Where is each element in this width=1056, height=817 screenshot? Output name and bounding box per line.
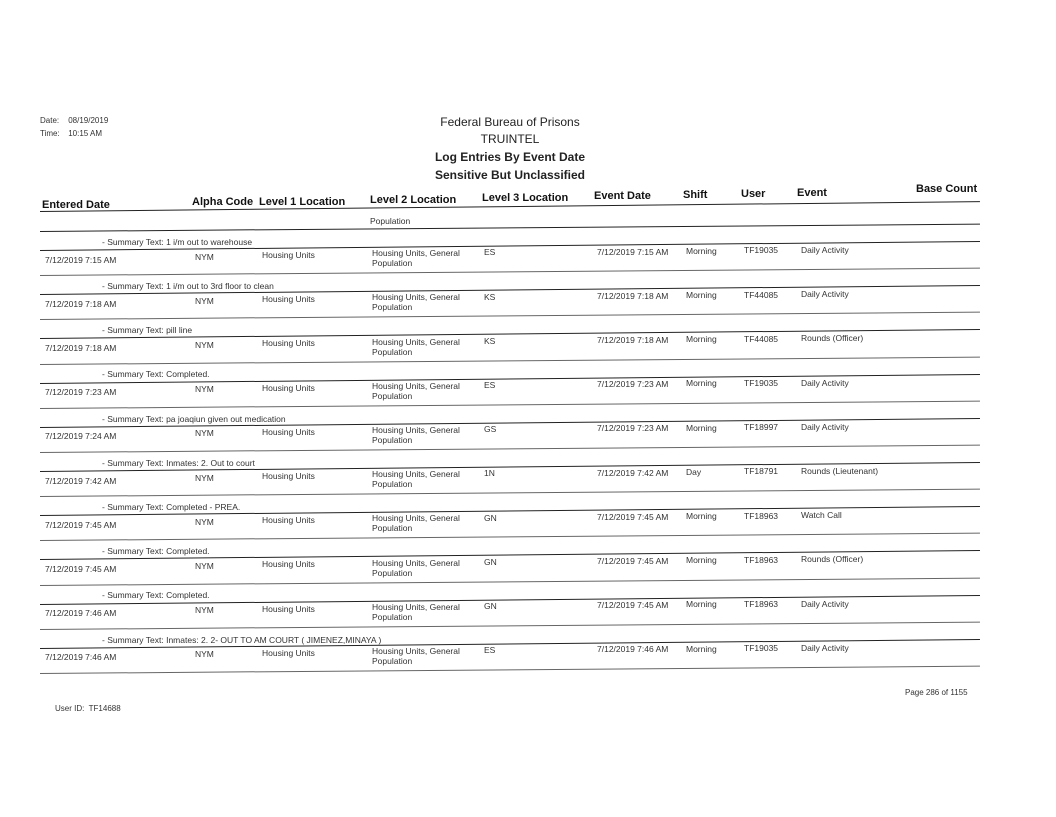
level3-location: KS (484, 291, 496, 302)
report-date: Date: 08/19/2019 (40, 116, 109, 125)
col-base-count: Base Count (916, 183, 978, 195)
shift: Morning (686, 245, 717, 256)
level1-location: Housing Units (262, 515, 315, 526)
event-date: 7/12/2019 7:15 AM (597, 246, 669, 257)
row-rule (40, 356, 980, 364)
shift: Morning (686, 422, 717, 433)
user: TF44085 (744, 289, 779, 300)
shift: Morning (686, 643, 717, 654)
level1-location: Housing Units (262, 294, 315, 305)
row-rule (40, 312, 980, 320)
entered-date: 7/12/2019 7:18 AM (45, 343, 117, 354)
event: Daily Activity (801, 377, 849, 388)
level2-location: Housing Units, General Population (372, 601, 460, 622)
report-time-value: 10:15 AM (68, 129, 103, 138)
user-id: User ID: TF14688 (55, 704, 121, 713)
user: TF18963 (744, 599, 779, 610)
row-rule (40, 666, 980, 674)
row-rule (40, 621, 980, 629)
user: TF19035 (744, 378, 779, 389)
col-alpha-code: Alpha Code (192, 196, 254, 208)
shift: Morning (686, 290, 717, 301)
level2-location: Housing Units, General Population (372, 557, 460, 578)
summary-text: - Summary Text: pill line (102, 325, 193, 336)
row-rule (40, 489, 980, 497)
entered-date: 7/12/2019 7:46 AM (45, 652, 117, 663)
level3-location: GN (484, 600, 497, 611)
shift: Morning (686, 378, 717, 389)
entered-date: 7/12/2019 7:45 AM (45, 519, 117, 530)
summary-text: - Summary Text: Completed. (102, 546, 210, 557)
event-date: 7/12/2019 7:45 AM (597, 600, 669, 611)
level2-location: Housing Units, General Population (372, 646, 460, 666)
level1-location: Housing Units (262, 382, 315, 393)
level1-location: Housing Units (262, 471, 315, 482)
alpha-code: NYM (195, 649, 214, 660)
col-level3: Level 3 Location (482, 192, 569, 204)
col-level1: Level 1 Location (259, 196, 346, 208)
level2-location: Housing Units, General Population (372, 469, 460, 490)
alpha-code: NYM (195, 384, 214, 395)
user: TF19035 (744, 245, 779, 256)
event-date: 7/12/2019 7:46 AM (597, 644, 669, 655)
summary-text: - Summary Text: Completed. (102, 369, 210, 380)
user: TF18963 (744, 554, 779, 565)
level3-location: KS (484, 335, 496, 346)
user-id-value: TF14688 (88, 704, 121, 713)
event: Rounds (Officer) (801, 333, 864, 344)
event: Rounds (Lieutenant) (801, 465, 879, 476)
col-event: Event (797, 187, 827, 199)
title-system: TRUINTEL (480, 132, 540, 146)
entered-date: 7/12/2019 7:46 AM (45, 608, 117, 619)
event-date: 7/12/2019 7:45 AM (597, 555, 669, 566)
level3-location: ES (484, 379, 496, 390)
entered-date: 7/12/2019 7:15 AM (45, 254, 117, 265)
report-time: Time: 10:15 AM (40, 129, 103, 138)
col-shift: Shift (683, 189, 708, 201)
level2-location: Housing Units, General Population (372, 336, 460, 357)
entered-date: 7/12/2019 7:23 AM (45, 387, 117, 398)
user: TF19035 (744, 643, 779, 654)
level3-location: ES (484, 247, 496, 258)
entered-date: 7/12/2019 7:18 AM (45, 298, 117, 309)
event-date: 7/12/2019 7:45 AM (597, 511, 669, 522)
title-report: Log Entries By Event Date (434, 150, 586, 164)
col-user: User (741, 188, 766, 200)
user: TF18791 (744, 466, 779, 477)
carryover-text: Population (370, 216, 411, 226)
event-date: 7/12/2019 7:23 AM (597, 379, 669, 390)
level1-location: Housing Units (262, 603, 315, 614)
shift: Morning (686, 511, 717, 522)
level2-location: Housing Units, General Population (372, 513, 460, 534)
event: Rounds (Officer) (801, 554, 864, 565)
event-date: 7/12/2019 7:42 AM (597, 467, 669, 478)
entered-date: 7/12/2019 7:45 AM (45, 564, 117, 575)
alpha-code: NYM (195, 605, 214, 616)
user: TF18963 (744, 510, 779, 521)
level1-location: Housing Units (262, 559, 315, 570)
entered-date: 7/12/2019 7:24 AM (45, 431, 117, 442)
title-agency: Federal Bureau of Prisons (440, 115, 580, 129)
user: TF18997 (744, 422, 779, 433)
event: Daily Activity (801, 598, 849, 609)
summary-text: - Summary Text: Completed - PREA. (102, 501, 241, 512)
entered-date: 7/12/2019 7:42 AM (45, 475, 117, 486)
event: Daily Activity (801, 421, 849, 432)
event-date: 7/12/2019 7:18 AM (597, 334, 669, 345)
summary-text: - Summary Text: 1 i/m out to 3rd floor to clean (102, 280, 274, 291)
report-date-value: 08/19/2019 (68, 116, 109, 125)
level3-location: GN (484, 512, 497, 523)
level2-location: Housing Units, General Population (372, 425, 460, 445)
row-rule (40, 533, 980, 541)
alpha-code: NYM (195, 472, 214, 483)
alpha-code: NYM (195, 516, 214, 527)
level1-location: Housing Units (262, 426, 315, 437)
summary-text: - Summary Text: pa joaqiun given out medication (102, 413, 286, 424)
page-number: Page 286 of 1155 (905, 688, 968, 697)
level3-location: GS (484, 424, 497, 435)
row-rule (40, 224, 980, 232)
level1-location: Housing Units (262, 647, 315, 658)
title-classification: Sensitive But Unclassified (434, 168, 586, 182)
alpha-code: NYM (195, 339, 214, 350)
row-rule (40, 400, 980, 408)
col-level2: Level 2 Location (370, 194, 457, 206)
row-rule (40, 268, 980, 276)
shift: Day (686, 466, 702, 477)
alpha-code: NYM (195, 251, 214, 262)
level3-location: ES (484, 645, 496, 656)
event-date: 7/12/2019 7:23 AM (597, 423, 669, 434)
summary-text: - Summary Text: Completed. (102, 590, 210, 601)
event-date: 7/12/2019 7:18 AM (597, 290, 669, 301)
alpha-code: NYM (195, 428, 214, 439)
shift: Morning (686, 334, 717, 345)
shift: Morning (686, 555, 717, 566)
level2-location: Housing Units, General Population (372, 380, 460, 401)
event: Daily Activity (801, 244, 849, 255)
event: Watch Call (801, 510, 842, 521)
row-rule (40, 577, 980, 585)
alpha-code: NYM (195, 295, 214, 306)
shift: Morning (686, 599, 717, 610)
level1-location: Housing Units (262, 250, 315, 261)
level2-location: Housing Units, General Population (372, 248, 460, 269)
summary-text: - Summary Text: 1 i/m out to warehouse (102, 236, 253, 247)
level3-location: 1N (484, 468, 495, 479)
summary-text: - Summary Text: Inmates: 2. Out to court (102, 457, 255, 468)
alpha-code: NYM (195, 560, 214, 571)
level1-location: Housing Units (262, 338, 315, 349)
event: Daily Activity (801, 289, 849, 300)
col-entered-date: Entered Date (42, 199, 110, 211)
level2-location: Housing Units, General Population (372, 292, 460, 313)
level3-location: GN (484, 556, 497, 567)
user: TF44085 (744, 333, 779, 344)
summary-text: - Summary Text: Inmates: 2. 2- OUT TO AM COURT ( JIMENEZ,MINAYA ) (102, 634, 382, 645)
row-rule (40, 445, 980, 453)
col-event-date: Event Date (594, 190, 651, 202)
event: Daily Activity (801, 642, 849, 653)
